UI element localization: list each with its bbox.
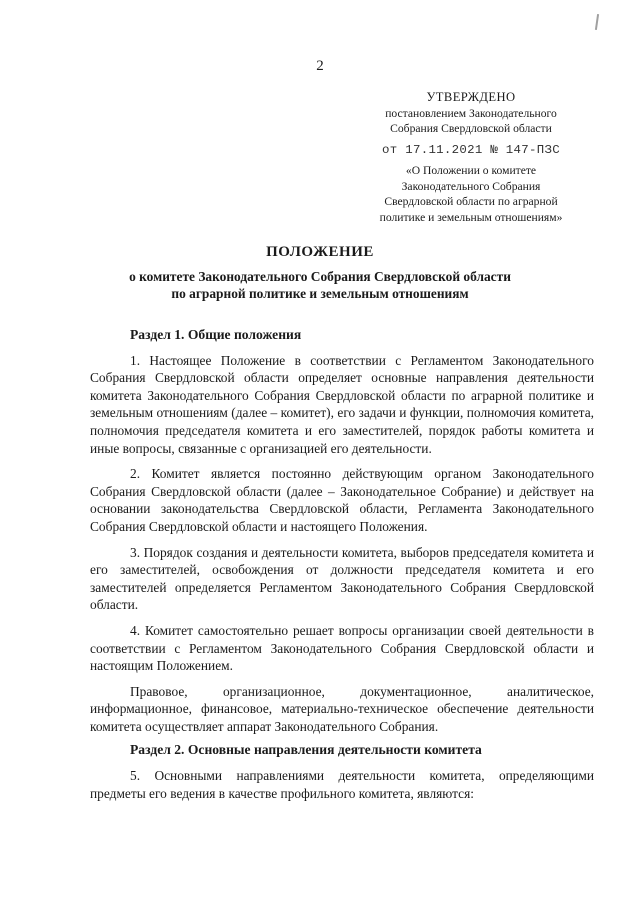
paragraph: 4. Комитет самостоятельно решает вопросы организации своей деятельности в соответствии с Регламентом Законодательного Собрания Свердловской области и настоящим Положением.	[90, 622, 594, 674]
approval-subject-line: политике и земельным отношениям»	[379, 210, 563, 224]
approval-line: Собрания Свердловской области	[390, 122, 552, 135]
paragraph: Правовое, организационное, документационное, аналитическое, информационное, финансовое, материально-техническое обеспечение деятельности комитета осуществляет аппарат Законодательного Собрания.	[90, 683, 594, 734]
paragraph: 5. Основными направлениями деятельности комитета, определяющими предметы его ведения в качестве профильного комитета, являются:	[90, 768, 594, 801]
subtitle-line: о комитете Законодательного Собрания Свердловской области	[129, 269, 511, 284]
subtitle-line: по аграрной политике и земельным отношениям	[171, 286, 469, 301]
paragraph: 3. Порядок создания и деятельности комитета, выборов председателя комитета и его заместителей, освобождения от должности председателя комитета и его заместителей определяется Регламентом Законодательного Собрания Свердловской области.	[90, 544, 594, 613]
approval-subject-line: Свердловской области по аграрной	[384, 195, 558, 208]
document-title: ПОЛОЖЕНИЕ	[266, 244, 374, 260]
approval-subject-line: Законодательного Собрания	[401, 179, 541, 193]
section-heading: Раздел 1. Общие положения	[130, 327, 302, 342]
paragraph: 1. Настоящее Положение в соответствии с Регламентом Законодательного Собрания Свердловской области определяет основные направления деятельности комитета Законодательного Собрания Свердловской области по аграрной политике и земельным отношениям (далее – комитет), его задачи и функции, полномочия комитета, полномочия председателя комитета и его заместителей, порядок работы комитета и иные вопросы, связанные с организацией его деятельности.	[90, 352, 594, 456]
document-body	[90, 326, 594, 810]
approval-number: от 17.11.2021 № 147-ПЗС	[382, 142, 560, 157]
section-heading: Раздел 2. Основные направления деятельности комитета	[130, 742, 482, 758]
page-number: 2	[316, 58, 324, 74]
approval-subject-line: «О Положении о комитете	[405, 164, 537, 177]
margin-mark	[595, 14, 599, 30]
approval-line: постановлением Законодательного	[385, 106, 557, 120]
paragraph: 2. Комитет является постоянно действующим органом Законодательного Собрания Свердловской области (далее – Законодательное Собрание) и действует на основании законодательства Свердловской области, Регламента Законодательного Собрания Свердловской области и настоящего Положения.	[90, 466, 594, 534]
approval-block	[360, 90, 582, 225]
document-subtitle	[96, 268, 544, 302]
approval-title: УТВЕРЖДЕНО	[426, 90, 516, 104]
